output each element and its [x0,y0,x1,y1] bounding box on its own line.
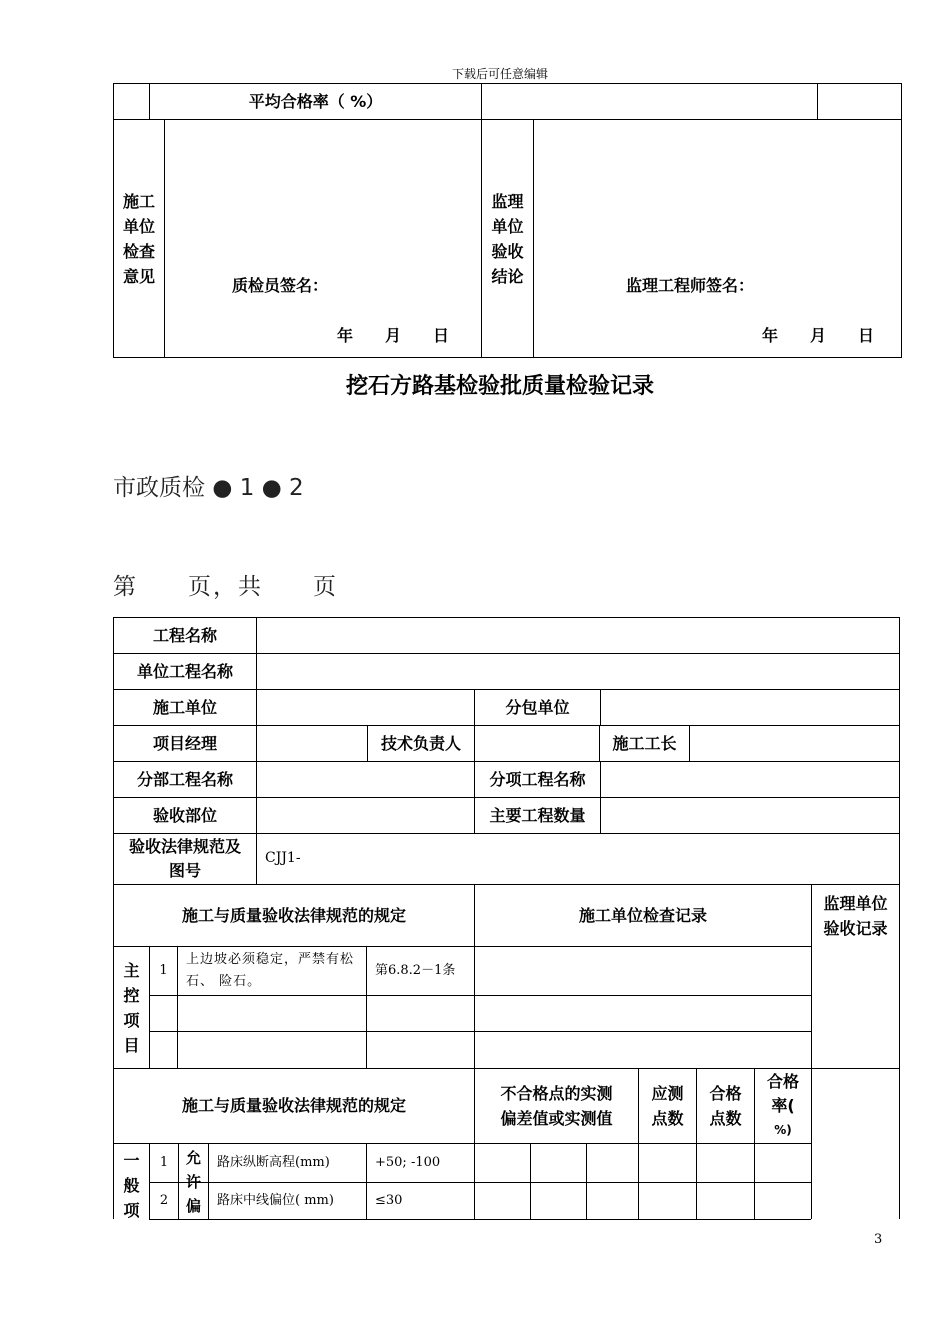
main-item-clause: 第6.8.2－1条 [375,963,456,979]
header-note: 下载后可任意编辑 [451,67,548,81]
construction-date: 年 月 日 [337,326,450,345]
main-quantity-label: 主要工程数量 [489,805,586,825]
construction-unit-value[interactable] [257,690,474,725]
subcontract-unit-label: 分包单位 [505,697,570,717]
project-name-label: 工程名称 [152,625,217,645]
subitem-name-label: 分项工程名称 [489,769,586,789]
inspector-signature: 质检员签名： [232,276,329,295]
deviation-header: 不合格点的实测 偏差值或实测值 [500,1084,613,1128]
spec-value[interactable]: CJJ1- [265,850,301,866]
engineer-signature: 监理工程师签名： [626,276,755,295]
site-foreman-value[interactable] [690,726,899,761]
construction-unit-label: 施工单位 [152,697,217,717]
pass-points-header: 合格 点数 [709,1084,742,1128]
general-item-no: 2 [159,1193,169,1209]
should-points-header: 应测 点数 [651,1084,684,1128]
main-item-no: 1 [159,963,168,979]
supervision-record-header: 监理单位 验收记录 [823,893,888,938]
main-quantity-value[interactable] [601,798,899,833]
project-manager-value[interactable] [257,726,367,761]
general-items-label: 一 般 项 [123,1151,140,1220]
pass-rate-header: 合格 率( %) [766,1072,799,1137]
acceptance-part-label: 验收部位 [152,805,217,825]
construction-opinion-label: 施工 单位 检查 意见 [122,191,155,286]
main-item-record[interactable] [475,947,811,995]
general-regulation-header: 施工与质量验收法律规范的规定 [181,1096,406,1115]
allowed-deviation-label: 允 许 偏 [185,1149,201,1215]
page-count: 第 页，共 页 [113,574,338,600]
project-manager-label: 项目经理 [152,733,217,753]
main-control-items-label: 主 控 项 目 [123,960,140,1055]
unit-project-name-value[interactable] [257,654,899,689]
supervision-conclusion-label: 监理 单位 验收 结论 [491,191,524,286]
avg-pass-rate-label: 平均合格率（ %） [248,91,383,111]
subcontract-unit-value[interactable] [601,690,899,725]
site-foreman-label: 施工工长 [612,733,677,753]
general-item-value: ≤30 [375,1193,403,1209]
tech-lead-value[interactable] [475,726,599,761]
page-title: 挖石方路基检验批质量检验记录 [345,373,654,399]
general-item-name: 路床中线偏位( mm) [217,1193,334,1209]
division-name-label: 分部工程名称 [136,769,233,789]
main-regulation-header: 施工与质量验收法律规范的规定 [181,905,406,925]
division-name-value[interactable] [257,762,474,797]
general-item-no: 1 [159,1155,169,1171]
construction-record-header: 施工单位检查记录 [578,905,707,925]
supervision-date: 年 月 日 [762,326,875,345]
acceptance-part-value[interactable] [257,798,474,833]
page-number: 3 [874,1232,883,1247]
main-supervision-record[interactable] [812,947,899,1068]
general-item-name: 路床纵断高程(mm) [217,1155,330,1171]
spec-label: 验收法律规范及图号 [128,837,241,880]
unit-project-name-label: 单位工程名称 [136,661,233,681]
subitem-name-value[interactable] [601,762,899,797]
project-name-value[interactable] [257,618,899,653]
form-code: 市政质检 ● 1 ● 2 [113,475,304,501]
general-item-value: +50; -100 [375,1155,441,1171]
tech-lead-label: 技术负责人 [380,733,461,753]
main-item-text: 上边坡必须稳定，严禁有松石、 险石。 [186,952,355,989]
